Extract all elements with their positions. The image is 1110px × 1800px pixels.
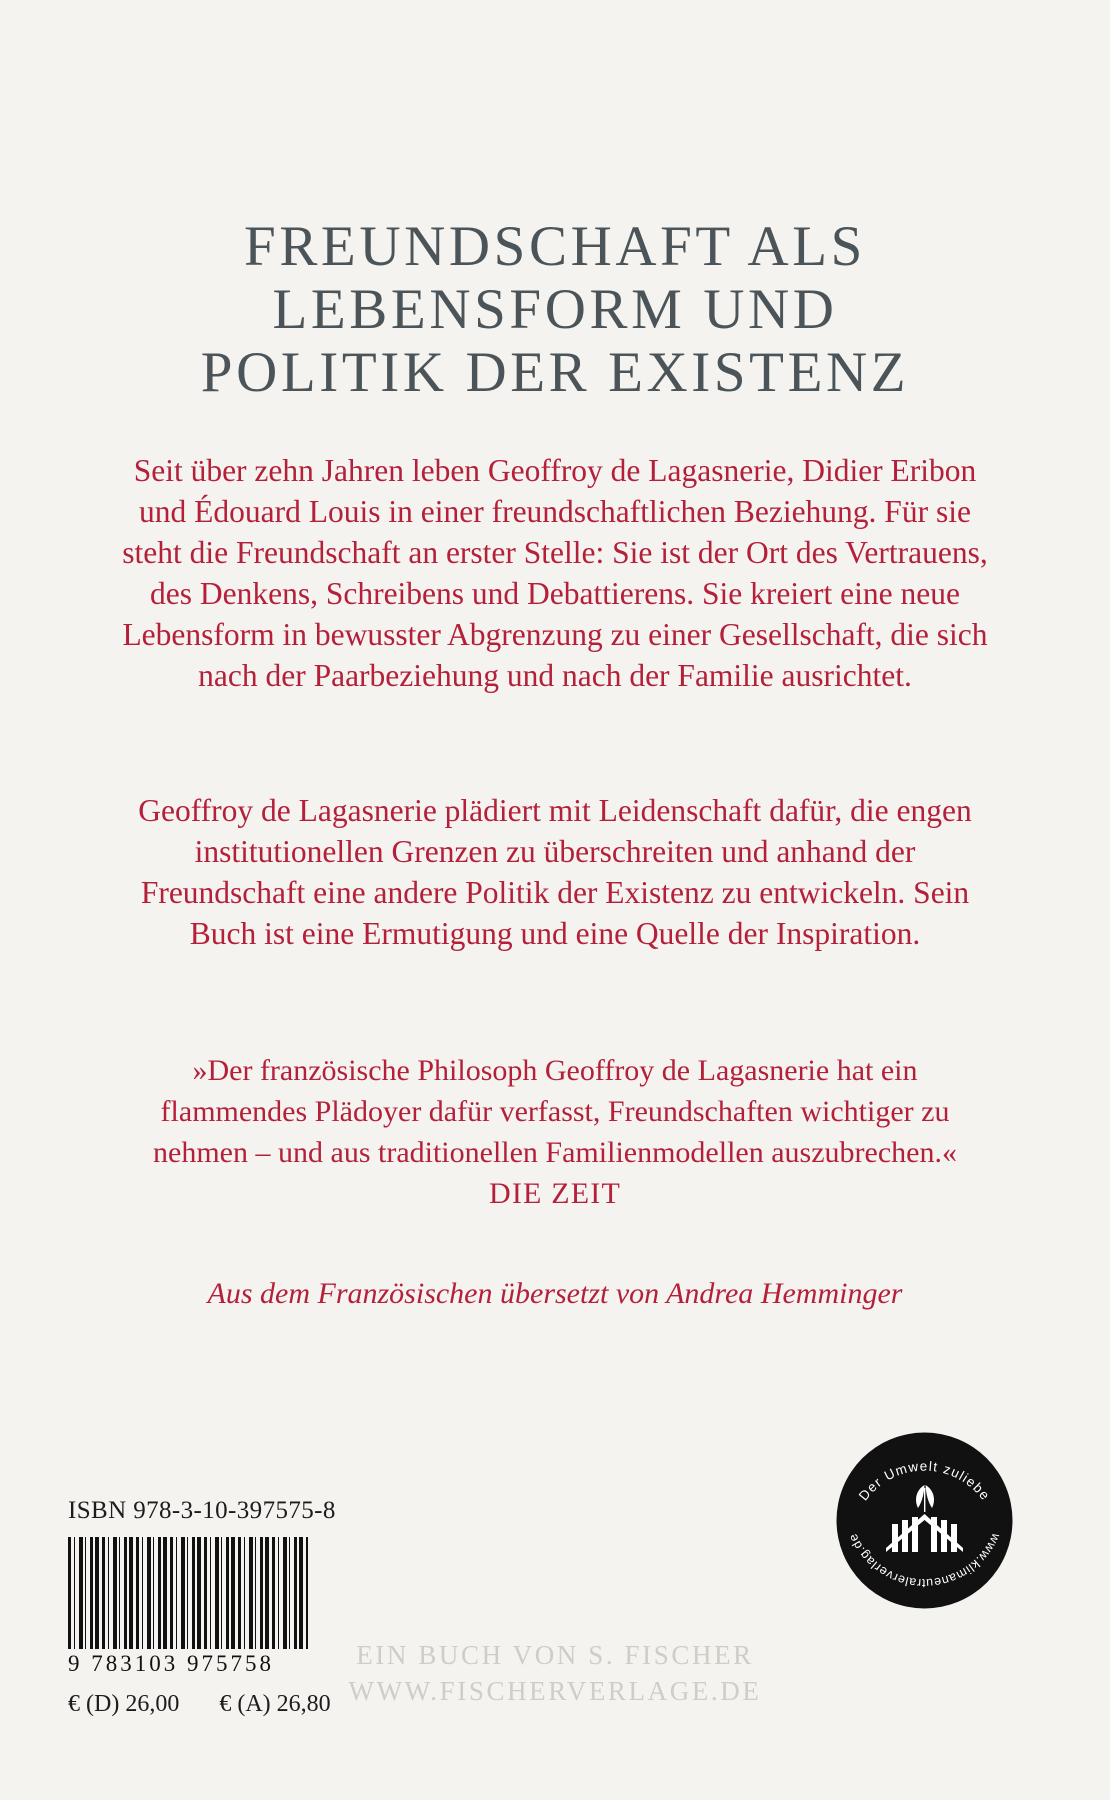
blurb-paragraph-1-text: Seit über zehn Jahren leben Geoffroy de Lagasnerie, Didier Eribon und Édouard Louis in einer freundschaftlichen Beziehung. Für sie steht die Freundschaft an erster Stelle: Sie ist der Ort des Vertrauens, des Denkens, Schreibens und Debattierens. Sie kreiert eine neue Lebensform in bewusster Abgrenzung zu einer Gesellschaft, die sich nach der Paarbeziehung und nach der Familie ausrichtet. [122,453,988,693]
title-line-3: POLITIK DER EXISTENZ [200,341,910,404]
price-austria: € (A) 26,80 [219,1691,331,1717]
isbn-number: ISBN 978-3-10-397575-8 [68,1497,336,1524]
translator-note [118,1275,992,1313]
title-line-1: FREUNDSCHAFT ALS [244,215,866,278]
barcode-bars [68,1537,308,1649]
publisher-website: WWW.FISCHERVERLAGE.DE [348,1676,762,1706]
barcode-digits: 9 783103 975758 [68,1651,274,1676]
publisher-line-1: EIN BUCH VON S. FISCHER [356,1640,754,1670]
barcode-image [68,1537,308,1649]
blurb-paragraph-2 [118,790,992,954]
eco-seal [832,1428,1017,1613]
title-line-2: LEBENSFORM UND [272,278,838,341]
price-germany: € (D) 26,00 [68,1691,180,1717]
press-quote [118,1050,992,1214]
press-quote-text: »Der französische Philosoph Geoffroy de Lagasnerie hat ein flammendes Plädoyer dafür verfasst, Freundschaften wichtiger zu nehmen – und aus traditionellen Familienmodellen auszubrechen.« [153,1054,957,1169]
blurb-paragraph-2-text: Geoffroy de Lagasnerie plädiert mit Leidenschaft dafür, die engen institutionellen Grenzen zu überschreiten und anhand der Freundschaft eine andere Politik der Existenz zu entwickeln. Sein Buch ist eine Ermutigung und eine Quelle der Inspiration. [138,793,972,951]
svg-text:www.klimaneutralerverlag.de: www.klimaneutralerverlag.de [845,1531,1004,1591]
svg-text:Der Umwelt zuliebe: Der Umwelt zuliebe [855,1458,994,1504]
page-title [0,215,1110,404]
press-quote-source: DIE ZEIT [488,1177,622,1210]
blurb-paragraph-1 [118,450,992,696]
translator-note-text: Aus dem Französischen übersetzt von Andrea Hemminger [207,1277,903,1310]
